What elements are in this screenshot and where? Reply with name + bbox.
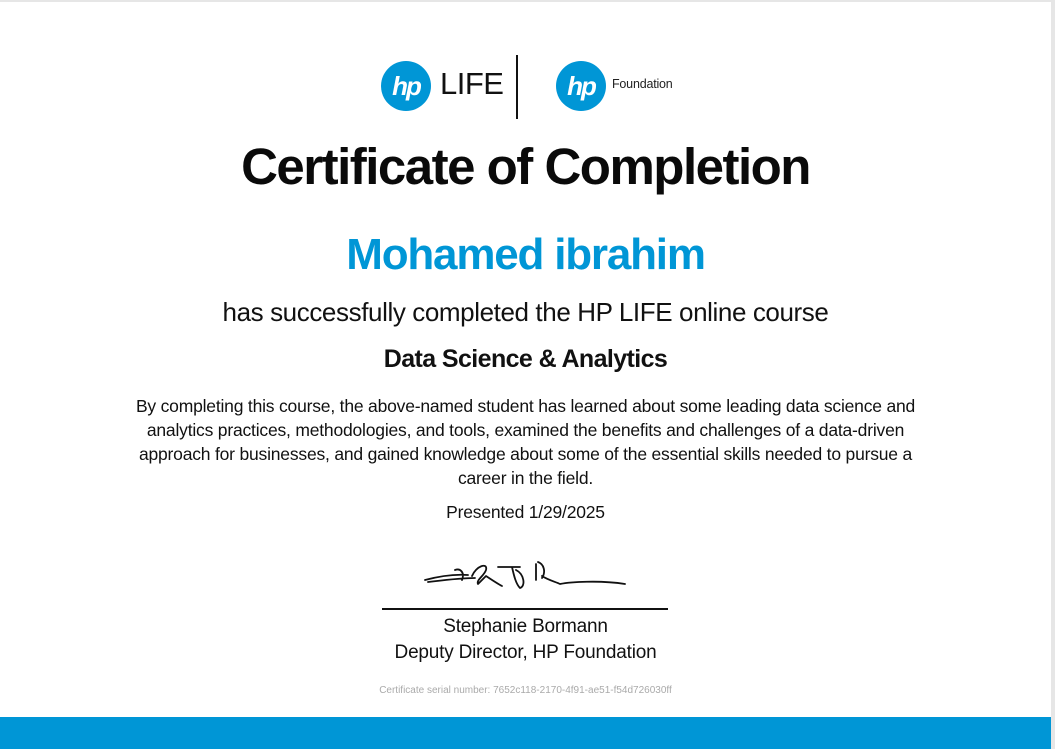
logo-header <box>0 55 1051 123</box>
hp-foundation-logo-icon <box>556 61 606 111</box>
hp-glyph-icon <box>381 61 431 111</box>
hp-glyph-icon <box>556 61 606 111</box>
certificate-serial-number: Certificate serial number: 7652c118-2170-4f91-ae51-f54d726030ff <box>379 685 672 696</box>
certificate-title: Certificate of Completion <box>241 138 810 195</box>
hp-logo-icon <box>381 61 431 111</box>
logo-divider <box>516 55 518 119</box>
completion-statement: has successfully completed the HP LIFE online course <box>222 297 829 327</box>
presented-date: Presented 1/29/2025 <box>446 502 605 522</box>
signatory-title: Deputy Director, HP Foundation <box>394 642 657 663</box>
hp-foundation-wordmark: Foundation <box>612 77 673 91</box>
signature-line <box>382 608 668 610</box>
recipient-name: Mohamed ibrahim <box>346 230 705 279</box>
course-name: Data Science & Analytics <box>383 345 668 373</box>
svg-text:hp: hp <box>392 71 420 101</box>
footer-band <box>0 717 1051 749</box>
course-description: By completing this course, the above-named student has learned about some leading data science and analytics practices, methodologies, and tools, examined the benefits and challenges of a data-driven approach for businesses, and gained knowledge about some of the essential skills needed to pursue a career in the field. <box>135 396 916 488</box>
certificate-page <box>0 2 1051 747</box>
svg-text:hp: hp <box>567 71 595 101</box>
signatory-name: Stephanie Bormann <box>443 616 608 637</box>
signature-icon <box>420 558 635 598</box>
hp-life-wordmark: LIFE <box>440 66 504 101</box>
